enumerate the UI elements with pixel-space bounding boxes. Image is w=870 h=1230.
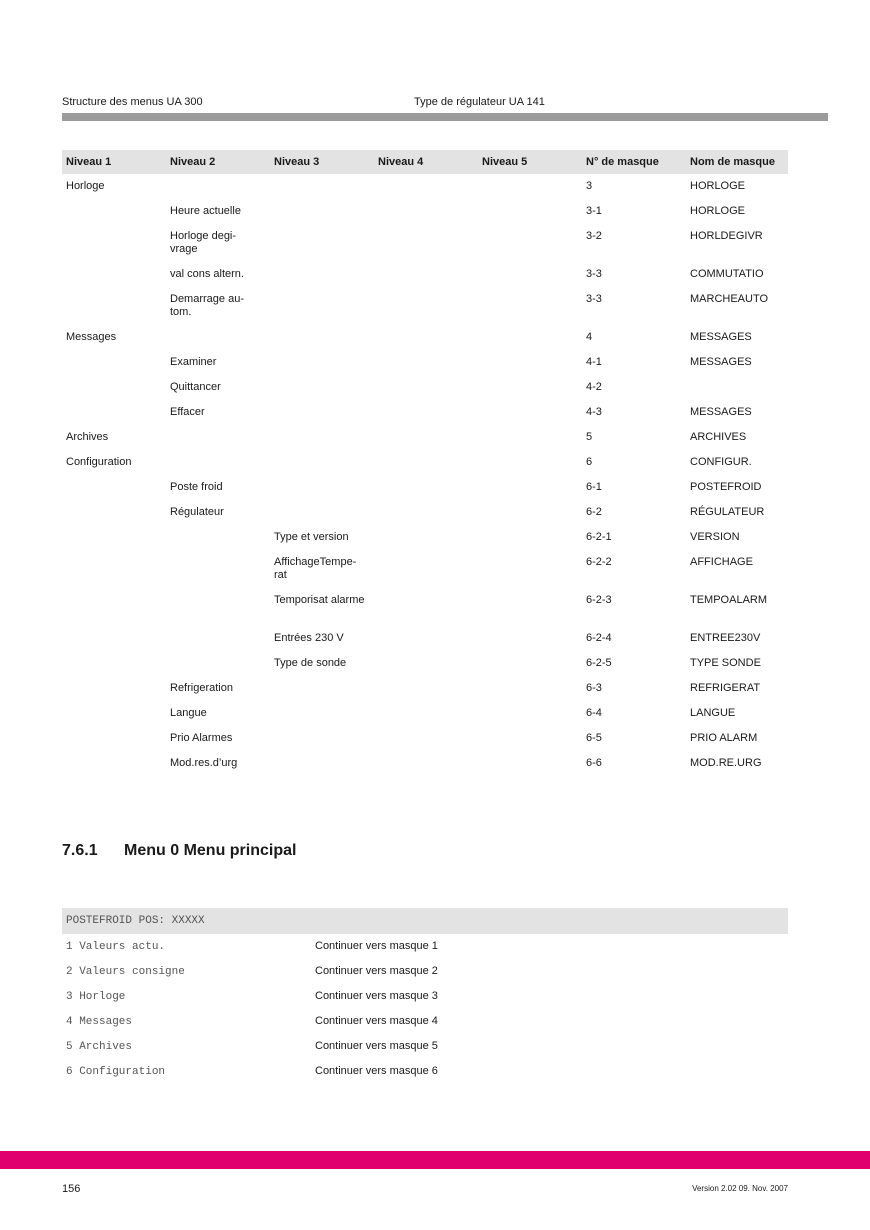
cell-mask-number: 6-2-5 xyxy=(586,657,612,669)
table-row xyxy=(62,525,788,550)
cell-niveau-2 xyxy=(166,550,270,588)
cell-niveau-4 xyxy=(374,500,478,525)
cell-niveau-3 xyxy=(270,287,374,325)
cell-mask-number: 3 xyxy=(586,180,593,192)
table-row xyxy=(62,701,788,726)
screen-menu-action: Continuer vers masque 2 xyxy=(315,965,438,977)
table-row xyxy=(62,287,788,325)
version-date: Version 2.02 09. Nov. 2007 xyxy=(692,1184,788,1193)
menu-screen-table xyxy=(62,908,788,1084)
cell-mask-name: AFFICHAGE xyxy=(690,556,753,568)
cell-niveau-4 xyxy=(374,475,478,500)
cell-niveau-5 xyxy=(478,676,582,701)
cell-niveau-5 xyxy=(478,174,582,199)
cell-niveau-3: Type de sonde xyxy=(274,657,347,669)
footer-accent-bar xyxy=(0,1151,870,1169)
cell-niveau-1: Horloge xyxy=(66,180,105,192)
cell-niveau-3 xyxy=(270,475,374,500)
cell-niveau-5 xyxy=(478,287,582,325)
cell-niveau-5 xyxy=(478,751,582,776)
cell-niveau-2: Demarrage au- tom. xyxy=(170,293,244,318)
header-divider-bar xyxy=(62,113,828,121)
cell-niveau-5 xyxy=(478,525,582,550)
cell-niveau-2 xyxy=(166,325,270,350)
cell-niveau-2 xyxy=(166,425,270,450)
cell-niveau-5 xyxy=(478,375,582,400)
header-left-title: Structure des menus UA 300 xyxy=(62,96,203,108)
cell-niveau-1 xyxy=(62,588,166,626)
cell-mask-number: 3-2 xyxy=(586,230,602,242)
table-row xyxy=(62,475,788,500)
table-row xyxy=(62,726,788,751)
cell-niveau-4 xyxy=(374,375,478,400)
cell-niveau-2: Poste froid xyxy=(170,481,223,493)
cell-niveau-3 xyxy=(270,425,374,450)
cell-mask-number: 3-1 xyxy=(586,205,602,217)
cell-mask-name: HORLDEGIVR xyxy=(690,230,763,242)
cell-niveau-2: Effacer xyxy=(170,406,205,418)
cell-niveau-3: Temporisat alarme xyxy=(274,594,365,606)
cell-niveau-5 xyxy=(478,475,582,500)
table-row xyxy=(62,651,788,676)
cell-niveau-3 xyxy=(270,726,374,751)
cell-niveau-4 xyxy=(374,400,478,425)
cell-mask-name: VERSION xyxy=(690,531,740,543)
cell-niveau-3 xyxy=(270,751,374,776)
cell-niveau-3 xyxy=(270,224,374,262)
column-header: Niveau 5 xyxy=(478,150,582,174)
menu-structure-table xyxy=(62,150,788,776)
cell-niveau-1 xyxy=(62,475,166,500)
cell-mask-number: 3-3 xyxy=(586,293,602,305)
cell-mask-name: MOD.RE.URG xyxy=(690,757,762,769)
cell-niveau-5 xyxy=(478,224,582,262)
cell-mask-name: TEMPOALARM xyxy=(690,594,768,606)
cell-niveau-1: Configuration xyxy=(66,456,132,468)
cell-mask-number: 6-2-2 xyxy=(586,556,612,568)
table-body xyxy=(62,174,788,776)
cell-niveau-1 xyxy=(62,199,166,224)
table-row xyxy=(62,626,788,651)
screen-menu-label: 4 Messages xyxy=(66,1016,133,1028)
table-row xyxy=(62,325,788,350)
screen-menu-row xyxy=(62,934,788,959)
cell-niveau-5 xyxy=(478,400,582,425)
cell-niveau-2: Prio Alarmes xyxy=(170,732,233,744)
screen-menu-label: 5 Archives xyxy=(66,1041,133,1053)
cell-niveau-3 xyxy=(270,199,374,224)
cell-niveau-1: Archives xyxy=(66,431,109,443)
cell-niveau-1 xyxy=(62,751,166,776)
cell-niveau-1 xyxy=(62,287,166,325)
cell-mask-number: 6-2-1 xyxy=(586,531,612,543)
cell-mask-name: TYPE SONDE xyxy=(690,657,761,669)
screen-menu-action: Continuer vers masque 3 xyxy=(315,990,438,1002)
cell-niveau-1 xyxy=(62,726,166,751)
cell-niveau-1: Messages xyxy=(66,331,117,343)
cell-niveau-3 xyxy=(270,325,374,350)
cell-mask-name: CONFIGUR. xyxy=(690,456,752,468)
cell-niveau-2: val cons altern. xyxy=(170,268,244,280)
cell-mask-number: 6-2-3 xyxy=(586,594,612,606)
cell-niveau-3 xyxy=(270,701,374,726)
cell-mask-name: COMMUTATIO xyxy=(690,268,764,280)
cell-niveau-5 xyxy=(478,726,582,751)
cell-mask-number: 4 xyxy=(586,331,593,343)
cell-niveau-2: Mod.res.d’urg xyxy=(170,757,238,769)
cell-niveau-2: Régulateur xyxy=(170,506,224,518)
cell-mask-name: REFRIGERAT xyxy=(690,682,761,694)
table-row xyxy=(62,224,788,262)
table-row xyxy=(62,588,788,626)
cell-niveau-1 xyxy=(62,350,166,375)
screen-menu-row xyxy=(62,1059,788,1084)
cell-mask-number: 6-4 xyxy=(586,707,602,719)
cell-niveau-1 xyxy=(62,224,166,262)
cell-niveau-4 xyxy=(374,751,478,776)
table-row xyxy=(62,751,788,776)
screen-menu-row xyxy=(62,1034,788,1059)
table-row xyxy=(62,425,788,450)
cell-niveau-4 xyxy=(374,525,478,550)
cell-niveau-1 xyxy=(62,626,166,651)
cell-niveau-2: Examiner xyxy=(170,356,217,368)
cell-niveau-1 xyxy=(62,550,166,588)
screen-menu-label: 6 Configuration xyxy=(66,1066,166,1078)
cell-niveau-5 xyxy=(478,550,582,588)
cell-niveau-5 xyxy=(478,626,582,651)
cell-niveau-1 xyxy=(62,701,166,726)
cell-niveau-3 xyxy=(270,400,374,425)
cell-mask-number: 6-3 xyxy=(586,682,602,694)
cell-niveau-2 xyxy=(166,450,270,475)
screen-title-row: POSTEFROID POS: XXXXX xyxy=(62,908,788,934)
cell-niveau-2 xyxy=(166,626,270,651)
cell-niveau-3: Entrées 230 V xyxy=(274,632,344,644)
cell-niveau-5 xyxy=(478,199,582,224)
cell-mask-name: MESSAGES xyxy=(690,356,752,368)
header-center-title: Type de régulateur UA 141 xyxy=(414,96,545,108)
cell-niveau-4 xyxy=(374,425,478,450)
cell-niveau-2: Heure actuelle xyxy=(170,205,241,217)
screen-menu-label: 3 Horloge xyxy=(66,991,126,1003)
cell-niveau-3 xyxy=(270,262,374,287)
cell-niveau-4 xyxy=(374,726,478,751)
screen-menu-action: Continuer vers masque 1 xyxy=(315,940,438,952)
table-row xyxy=(62,450,788,475)
cell-niveau-5 xyxy=(478,450,582,475)
cell-niveau-5 xyxy=(478,701,582,726)
cell-mask-number: 6-5 xyxy=(586,732,602,744)
section-title: Menu 0 Menu principal xyxy=(124,842,297,859)
cell-mask-name: MESSAGES xyxy=(690,331,752,343)
table-row xyxy=(62,350,788,375)
cell-niveau-5 xyxy=(478,325,582,350)
table-row xyxy=(62,400,788,425)
cell-niveau-4 xyxy=(374,262,478,287)
cell-mask-name xyxy=(686,375,788,400)
cell-niveau-5 xyxy=(478,588,582,626)
column-header: N° de masque xyxy=(582,150,686,174)
cell-niveau-2: Langue xyxy=(170,707,207,719)
cell-mask-number: 4-1 xyxy=(586,356,602,368)
cell-mask-name: HORLOGE xyxy=(690,180,746,192)
cell-mask-name: MARCHEAUTO xyxy=(690,293,769,305)
column-header: Niveau 3 xyxy=(270,150,374,174)
cell-niveau-4 xyxy=(374,550,478,588)
cell-niveau-3: AffichageTempe- rat xyxy=(274,556,357,581)
cell-niveau-3 xyxy=(270,500,374,525)
cell-niveau-2: Horloge degi- vrage xyxy=(170,230,237,255)
cell-mask-number: 4-2 xyxy=(586,381,602,393)
cell-mask-name: LANGUE xyxy=(690,707,736,719)
column-header: Niveau 1 xyxy=(62,150,166,174)
cell-niveau-4 xyxy=(374,651,478,676)
screen-menu-row xyxy=(62,1009,788,1034)
cell-niveau-3 xyxy=(270,174,374,199)
cell-niveau-2 xyxy=(166,525,270,550)
cell-mask-name: ARCHIVES xyxy=(690,431,747,443)
screen-menu-action: Continuer vers masque 6 xyxy=(315,1065,438,1077)
cell-niveau-3 xyxy=(270,375,374,400)
screen-menu-label: 2 Valeurs consigne xyxy=(66,966,185,978)
cell-mask-number: 6-2 xyxy=(586,506,602,518)
cell-niveau-5 xyxy=(478,262,582,287)
screen-menu-row xyxy=(62,959,788,984)
cell-niveau-4 xyxy=(374,199,478,224)
cell-niveau-4 xyxy=(374,626,478,651)
table-row xyxy=(62,174,788,199)
cell-niveau-4 xyxy=(374,588,478,626)
page-number: 156 xyxy=(62,1183,81,1195)
cell-niveau-4 xyxy=(374,224,478,262)
cell-mask-number: 6 xyxy=(586,456,593,468)
cell-niveau-4 xyxy=(374,287,478,325)
section-number: 7.6.1 xyxy=(62,842,98,859)
cell-mask-name: ENTREE230V xyxy=(690,632,761,644)
cell-mask-name: RÉGULATEUR xyxy=(690,506,765,518)
cell-mask-number: 6-6 xyxy=(586,757,602,769)
table-row xyxy=(62,199,788,224)
cell-mask-name: HORLOGE xyxy=(690,205,746,217)
cell-niveau-2: Quittancer xyxy=(170,381,221,393)
cell-niveau-4 xyxy=(374,325,478,350)
cell-niveau-4 xyxy=(374,350,478,375)
table-row xyxy=(62,676,788,701)
cell-niveau-4 xyxy=(374,701,478,726)
cell-niveau-4 xyxy=(374,450,478,475)
table-header-row xyxy=(62,150,788,174)
cell-niveau-4 xyxy=(374,676,478,701)
table-row xyxy=(62,375,788,400)
cell-mask-name: PRIO ALARM xyxy=(690,732,758,744)
cell-mask-number: 5 xyxy=(586,431,593,443)
cell-niveau-1 xyxy=(62,525,166,550)
column-header: Nom de masque xyxy=(686,150,788,174)
screen-menu-row xyxy=(62,984,788,1009)
cell-niveau-4 xyxy=(374,174,478,199)
cell-niveau-3 xyxy=(270,450,374,475)
cell-mask-number: 6-1 xyxy=(586,481,602,493)
cell-mask-number: 6-2-4 xyxy=(586,632,612,644)
section-heading xyxy=(62,842,296,860)
cell-niveau-1 xyxy=(62,676,166,701)
cell-niveau-1 xyxy=(62,375,166,400)
cell-mask-number: 4-3 xyxy=(586,406,602,418)
cell-niveau-3 xyxy=(270,676,374,701)
cell-niveau-1 xyxy=(62,262,166,287)
cell-niveau-1 xyxy=(62,651,166,676)
cell-niveau-3: Type et version xyxy=(274,531,349,543)
cell-niveau-3 xyxy=(270,350,374,375)
table-row xyxy=(62,500,788,525)
cell-niveau-1 xyxy=(62,500,166,525)
column-header: Niveau 2 xyxy=(166,150,270,174)
cell-niveau-5 xyxy=(478,350,582,375)
cell-niveau-5 xyxy=(478,651,582,676)
cell-niveau-5 xyxy=(478,500,582,525)
screen-menu-action: Continuer vers masque 4 xyxy=(315,1015,438,1027)
screen-rows xyxy=(62,934,788,1084)
cell-mask-name: POSTEFROID xyxy=(690,481,762,493)
cell-niveau-5 xyxy=(478,425,582,450)
column-header: Niveau 4 xyxy=(374,150,478,174)
screen-menu-label: 1 Valeurs actu. xyxy=(66,941,166,953)
table-row xyxy=(62,262,788,287)
cell-niveau-2 xyxy=(166,588,270,626)
cell-niveau-1 xyxy=(62,400,166,425)
cell-niveau-2 xyxy=(166,651,270,676)
cell-niveau-2: Refrigeration xyxy=(170,682,233,694)
screen-menu-action: Continuer vers masque 5 xyxy=(315,1040,438,1052)
cell-mask-number: 3-3 xyxy=(586,268,602,280)
cell-mask-name: MESSAGES xyxy=(690,406,752,418)
table-row xyxy=(62,550,788,588)
cell-niveau-2 xyxy=(166,174,270,199)
